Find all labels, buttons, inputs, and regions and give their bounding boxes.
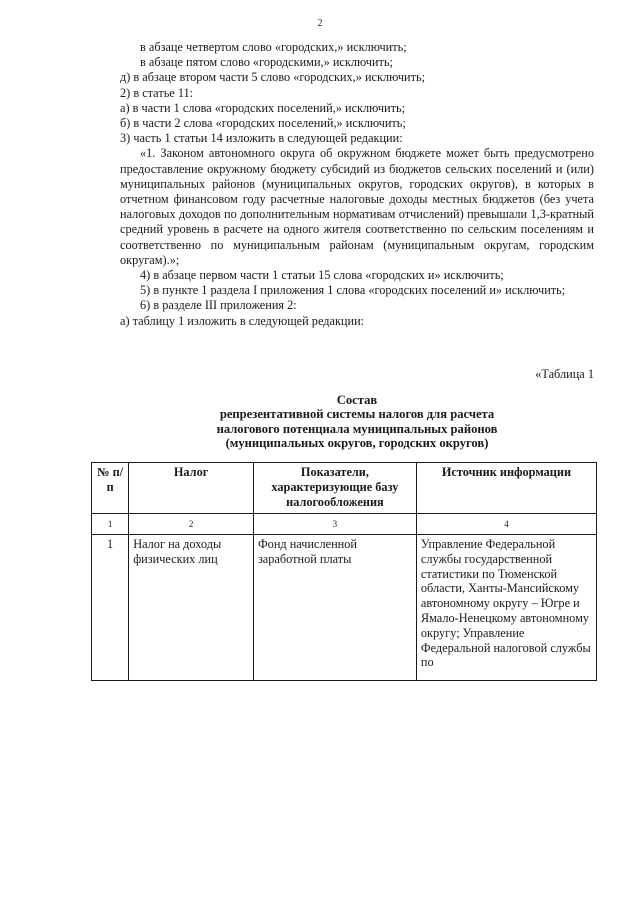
amendment-line: в абзаце четвертом слово «городских,» исключить; <box>140 40 407 54</box>
header-number: № п/п <box>92 463 129 514</box>
column-number: 1 <box>92 514 129 535</box>
quoted-article-text: «1. Законом автономного округа об окружном бюджете может быть предусмотрено предоставление окружному бюджету субсидий из бюджетов сельских поселений и (или) муниципальных районов (муниципальных округов, городских округов), в которых в отчетном финансовом году расчетные налоговые доходы местных бюджетов (без учета налоговых доходов по дополнительным нормативам отчислений) превышали 1,3-кратный средний уровень в расчете на одного жителя соответственно по сельским поселениям и соответственно по муниципальным районам (муниципальным округам, городским округам).»; <box>120 146 594 267</box>
row-number: 1 <box>92 535 129 681</box>
row-tax: Налог на доходы физических лиц <box>129 535 254 681</box>
column-number: 2 <box>129 514 254 535</box>
amendment-line: 6) в разделе III приложения 2: <box>140 298 297 313</box>
amendment-line: а) в части 1 слова «городских поселений,» исключить; <box>120 100 406 115</box>
amendment-line: 3) часть 1 статьи 14 изложить в следующей редакции: <box>120 131 403 146</box>
row-indicator: Фонд начисленной заработной платы <box>253 535 416 681</box>
title-line: (муниципальных округов, городских округов) <box>225 436 489 451</box>
title-line: Состав <box>336 393 378 407</box>
header-tax: Налог <box>129 463 254 514</box>
amendment-line: б) в части 2 слова «городских поселений,» исключить; <box>120 116 406 131</box>
column-number: 4 <box>416 514 596 535</box>
column-number: 3 <box>253 514 416 535</box>
amendment-line: д) в абзаце втором части 5 слово «городских,» исключить; <box>120 70 425 85</box>
column-number-row <box>92 514 597 535</box>
title-line: налогового потенциала муниципальных районов <box>216 421 498 436</box>
header-source: Источник информации <box>416 463 596 514</box>
amendment-line: в абзаце пятом слово «городскими,» исключить; <box>140 55 393 70</box>
title-line: репрезентативной системы налогов для расчета <box>219 407 495 422</box>
page-number: 2 <box>317 18 323 29</box>
row-source: Управление Федеральной службы государственной статистики по Тюменской области, Ханты-Мансийскому автономному округу – Югре и Ямало-Ненецкому автономному округу; Управление Федеральной налоговой службы по <box>416 535 596 681</box>
table-header-row <box>92 463 597 514</box>
tax-composition-table <box>91 462 597 681</box>
table-title <box>120 393 594 451</box>
table-row <box>92 535 597 681</box>
amendment-line: 5) в пункте 1 раздела I приложения 1 слова «городских поселений и» исключить; <box>140 283 566 298</box>
header-indicator: Показатели, характеризующие базу налогообложения <box>253 463 416 514</box>
table-caption: «Таблица 1 <box>535 367 594 381</box>
amendment-line: 4) в абзаце первом части 1 статьи 15 слова «городских и» исключить; <box>140 268 504 283</box>
amendment-line: а) таблицу 1 изложить в следующей редакции: <box>120 313 365 328</box>
amendment-line: 2) в статье 11: <box>120 85 194 100</box>
document-body <box>120 40 594 329</box>
